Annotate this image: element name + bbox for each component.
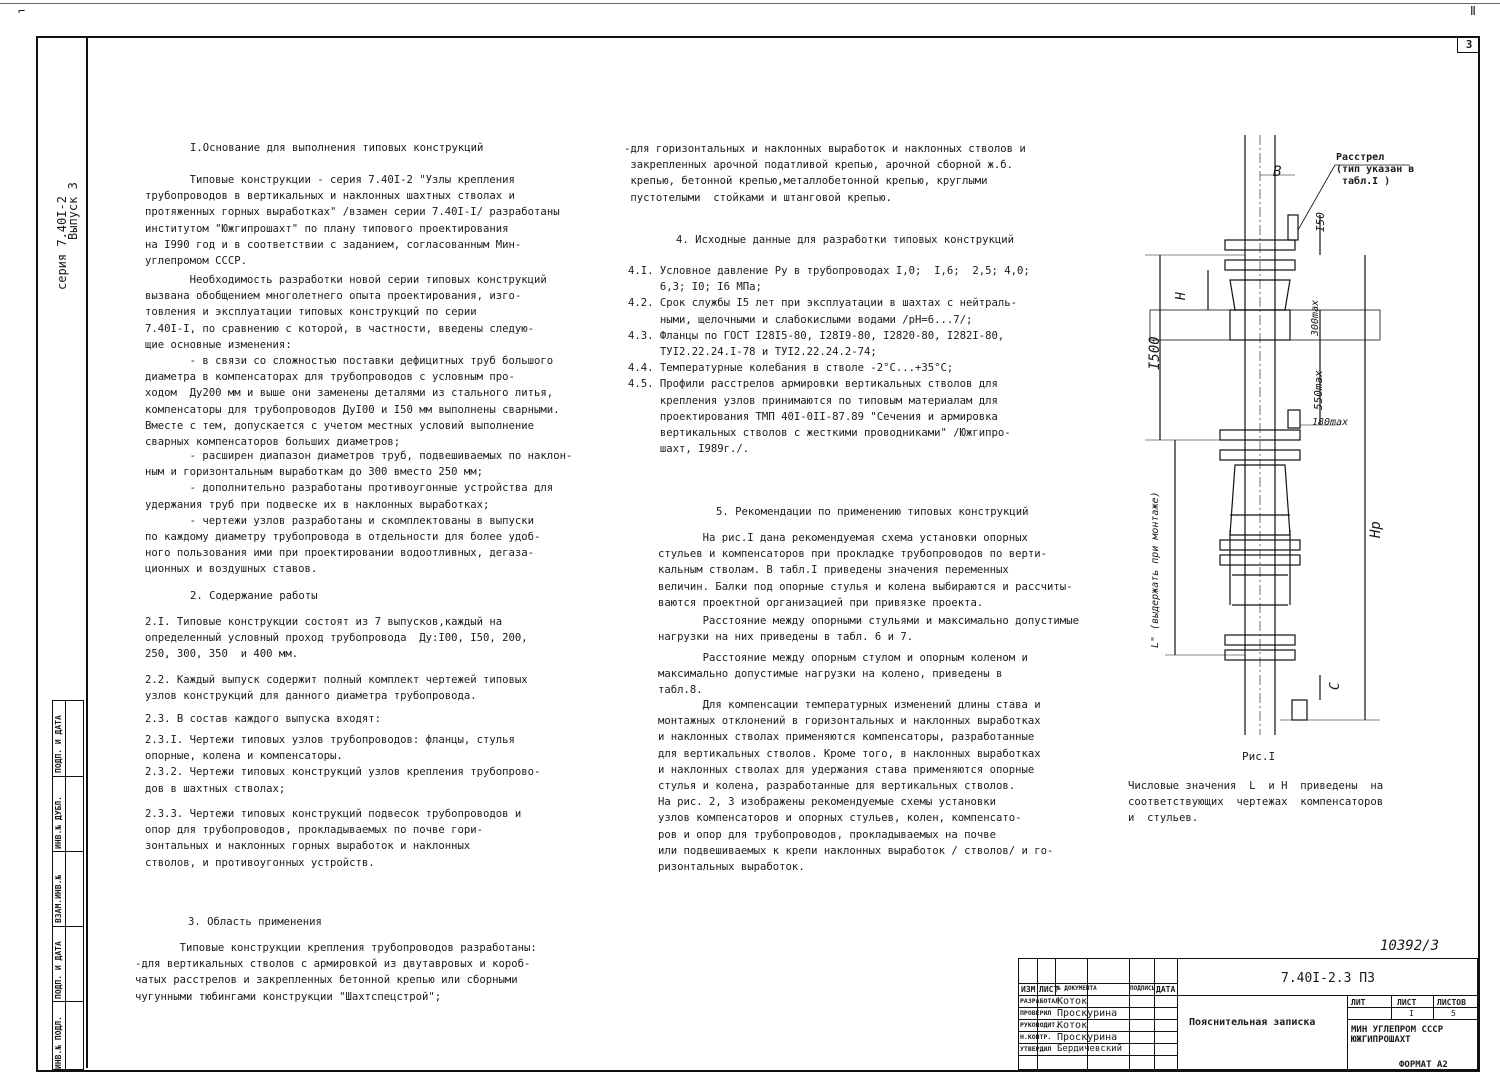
tb-header: № ДОКУМЕНТА xyxy=(1057,985,1097,992)
diagram-label-180: 180max xyxy=(1312,417,1349,428)
pipeline-install-diagram xyxy=(1120,135,1420,735)
tb-code: 7.40I-2.3 ПЗ xyxy=(1281,971,1375,986)
section-5-paragraph: На рис.I дана рекомендуемая схема установки опорных стульев и компенсаторов при прокладке трубопроводов по верти- кальным стволам. В табл.I приведены значения переменных величин. Балки под опорные стулья и колена выбираются и рассчиты- ваются проектной организацией при привязке проекта. xyxy=(658,532,1073,609)
tb-role: ПРОВЕРИЛ xyxy=(1020,1009,1052,1017)
tb-role: РАЗРАБОТАЛ xyxy=(1020,997,1060,1005)
section-3-paragraph-cont: -для горизонтальных и наклонных выработок и наклонных стволов и закрепленных арочной податливой крепью, арочной сборной ж.б. крепью, бетонной крепью,металлобетонной крепью, круглыми пустотелыми стойками и штанговой крепью. xyxy=(624,143,1026,204)
section-5-heading: 5. Рекомендации по применению типовых конструкций xyxy=(716,506,1029,518)
tb-header: ДАТА xyxy=(1156,985,1176,994)
diagram-label-l: L" (выдержать при монтаже) xyxy=(1150,491,1161,648)
side-series-label: серия 7.40I-2 xyxy=(55,196,69,290)
tb-name: Коток xyxy=(1057,1020,1088,1031)
diagram-label-1500: I500 xyxy=(1147,336,1163,370)
section-2-paragraph: 2.3.I. Чертежи типовых узлов трубопроводов: фланцы, стулья опорные, колена и компенсаторы. 2.3.2. Чертежи типовых конструкций узлов крепления трубопрово- дов в шахтных стволах; xyxy=(145,734,541,795)
tb-sheet: I xyxy=(1409,1009,1414,1018)
section-2-paragraph: 2.2. Каждый выпуск содержит полный комплект чертежей типовых узлов конструкций для данного диаметра трубопровода. xyxy=(145,674,528,703)
archive-stamp-strip xyxy=(52,700,84,1070)
diagram-label-550: 550max xyxy=(1312,370,1325,410)
corner-mark-right: Ⅱ xyxy=(1470,4,1476,18)
tb-role: Н.КОНТР. xyxy=(1020,1033,1052,1041)
tb-name: Бердичевский xyxy=(1057,1044,1123,1054)
figure-caption: Рис.I xyxy=(1242,750,1276,763)
stamp-label: ИНВ.№ ПОДЛ. xyxy=(54,1016,63,1069)
tb-role: РУКОВОДИТ. xyxy=(1020,1021,1060,1029)
tb-stage-header: ЛИСТ xyxy=(1397,998,1417,1007)
stamp-label: ПОДП. И ДАТА xyxy=(54,715,63,773)
section-5-paragraph: Для компенсации температурных изменений длины става и монтажных отклонений в горизонтальных и наклонных выработках и наклонных стволах применяются компенсаторы, разработанные для вертикальных стволов. Кроме того, в наклонных выработках и наклонных стволах для удержания става применяются опорные стулья и колена, разработанные для вертикальных стволов. На рис. 2, 3 изображены рекомендуемые схемы установки узлов компенсаторов и опорных стульев, колен, компенсато- ров и опор для трубопроводов, прокладываемых на почве или подвешиваемых к крепи наклонных выработок / стволов/ и го- ризонтальных выработок. xyxy=(658,699,1054,874)
tb-title: Пояснительная записка xyxy=(1189,1017,1316,1028)
section-4-heading: 4. Исходные данные для разработки типовых конструкций xyxy=(676,234,1015,246)
diagram-label-300: 300max xyxy=(1310,299,1321,336)
stamp-label: ИНВ.№ ДУБЛ. xyxy=(54,796,63,849)
section-2-paragraph: 2.3.3. Чертежи типовых конструкций подвесок трубопроводов и опор для трубопроводов, прокладываемых по почве гори- зонтальных и наклонных горных выработок и наклонных стволов, и противоугонных устройств. xyxy=(145,808,522,869)
diagram-callout: Расстрел (тип указан в табл.I ) xyxy=(1336,152,1415,187)
section-5-paragraph: Расстояние между опорными стульями и максимально допустимые нагрузки на них приведены в табл. 6 и 7. xyxy=(658,615,1079,644)
stamp-label: ВЗАМ.ИНВ.№ xyxy=(54,874,63,923)
section-1-heading: I.Основание для выполнения типовых конструкций xyxy=(190,142,484,154)
diagram-label-hp: Hp xyxy=(1368,521,1384,538)
tb-stage-header: ЛИТ xyxy=(1351,998,1366,1007)
section-1-paragraph: - расширен диапазон диаметров труб, подвешиваемых по наклон- ным и горизонтальным выработкам до 300 вместо 250 мм; - дополнительно разработаны противоугонные устройства для удержания труб при подвеске их в наклонных выработках; - чертежи узлов разработаны и скомплектованы в выпуски по каждому диаметру трубопровода в отдельности для более удоб- ного пользования ими при проектировании водоотливных, дегаза- ционных и воздушных ставов. xyxy=(145,450,573,576)
tb-format: ФОРМАТ А2 xyxy=(1399,1060,1448,1070)
tb-name: Коток xyxy=(1057,996,1088,1007)
side-issue-label: Выпуск 3 xyxy=(66,182,80,240)
tb-name: Проскурина xyxy=(1057,1008,1118,1019)
diagram-label-h: H xyxy=(1174,292,1189,300)
tb-sheets: 5 xyxy=(1451,1009,1456,1018)
section-4-list: 4.I. Условное давление Ру в трубопроводах I,0; I,6; 2,5; 4,0; 6,3; I0; I6 МПа; 4.2. Срок службы I5 лет при эксплуатации в шахтах с нейтраль- ными, щелочными и слабокислыми водами /рН=6...7/; 4.3. Фланцы по ГОСТ I28I5-80, I28I9-80, I2820-80, I282I-80, ТУI2.22.24.I-78 и ТУI2.22.24.2-74; 4.4. Температурные колебания в стволе -2°С...+35°С; 4.5. Профили расстрелов армировки вертикальных стволов для крепления узлов принимаются по типовым материалам для проектирования ТМП 40I-0II-87.89 "Сечения и армировка вертикальных стволов с жесткими проводниками" /Южгипро- шахт, I989г./. xyxy=(628,265,1030,456)
section-3-heading: 3. Область применения xyxy=(188,916,322,928)
tb-header: ПОДПИСЬ xyxy=(1130,985,1156,992)
section-2-heading: 2. Содержание работы xyxy=(190,590,318,602)
tb-name: Проскурина xyxy=(1057,1032,1118,1043)
section-1-paragraph: Необходимость разработки новой серии типовых конструкций вызвана обобщением многолетнего опыта проектирования, изго- товления и эксплуатации типовых конструкций по серии 7.40I-I, по сравнению с которой, в частности, введены следую- щие основные изменения: - в связи со сложностью поставки дефицитных труб большого диаметра в компенсаторах для трубопроводов с условным про- ходом Ду200 мм и выше они заменены деталями из стального литья, компенсаторы для трубопроводов ДуI00 и I50 мм выполнены сварными. Вместе с тем, допускается с учетом местных условий выполнение сварных компенсаторов больших диаметров; xyxy=(145,274,560,449)
diagram-label-150: I50 xyxy=(1314,212,1327,232)
title-block xyxy=(1018,958,1478,1070)
section-3-paragraph: Типовые конструкции крепления трубопроводов разработаны: -для вертикальных стволов с армировкой из двутавровых и короб- чатых расстрелов и закрепленных бетонной крепью или сборными чугунными тюбингами конструкции "Шахтспецстрой"; xyxy=(135,942,537,1003)
tb-organization: МИН УГЛЕПРОМ СССР ЮЖГИПРОШАХТ xyxy=(1351,1025,1444,1045)
diagram-label-c: C xyxy=(1328,682,1343,690)
corner-mark-left: ⌐ xyxy=(18,4,26,18)
diagram-label-b: B xyxy=(1273,164,1282,180)
top-edge-line xyxy=(0,3,1500,4)
section-5-paragraph: Расстояние между опорным стулом и опорным коленом и максимально допустимые нагрузки на колено, приведены в табл.8. xyxy=(658,652,1028,697)
section-1-paragraph: Типовые конструкции - серия 7.40I-2 "Узлы крепления трубопроводов в вертикальных и наклонных шахтных стволах и протяженных горных выработках" /взамен серии 7.40I-I/ разработаны институтом "Южгипрошахт" по плану типового проектирования на I990 год и в соответствии с заданием, согласованным Мин- углепромом СССР. xyxy=(145,174,560,268)
section-2-paragraph: 2.3. В состав каждого выпуска входят: xyxy=(145,713,381,725)
document-number: 10392/3 xyxy=(1380,938,1440,954)
tb-header: ЛИСТ xyxy=(1039,985,1059,994)
section-2-paragraph: 2.I. Типовые конструкции состоят из 7 выпусков,каждый на определенный условный проход трубопровода Ду:I00, I50, 200, 250, 300, 350 и 400 мм. xyxy=(145,616,528,661)
figure-note: Числовые значения L и H приведены на соответствующих чертежах компенсаторов и стульев. xyxy=(1128,780,1384,824)
tb-role: УТВЕРДИЛ xyxy=(1020,1045,1052,1053)
tb-stage-header: ЛИСТОВ xyxy=(1437,998,1466,1007)
sheet-number: 3 xyxy=(1457,38,1480,53)
stamp-label: ПОДП. И ДАТА xyxy=(54,941,63,999)
tb-header: ИЗМ xyxy=(1021,985,1036,994)
